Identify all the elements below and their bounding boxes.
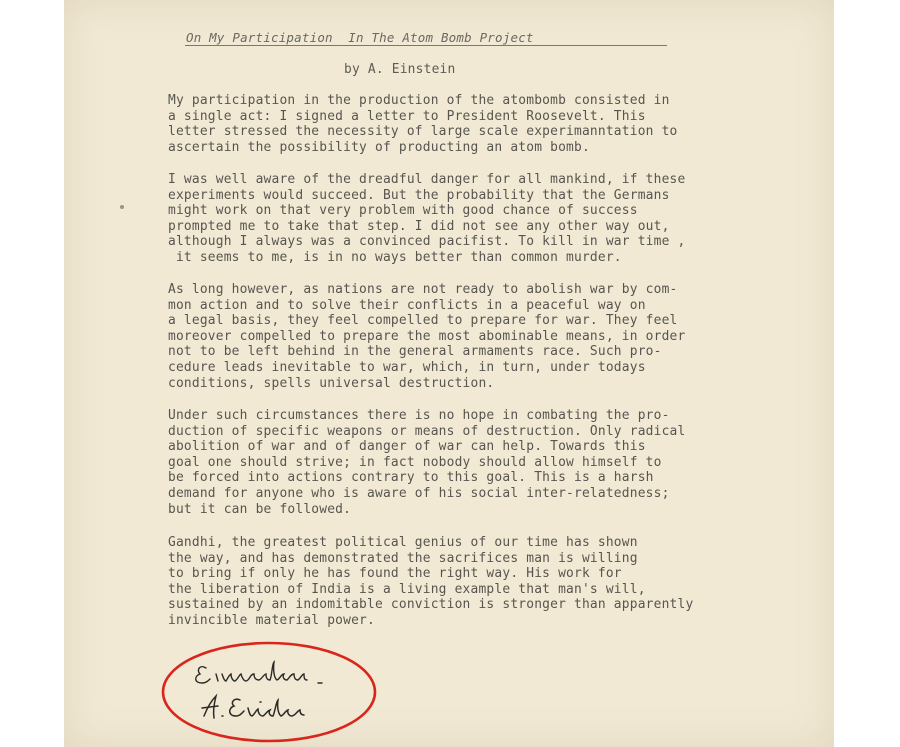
paragraph-1: My participation in the production of the atombomb consisted in a single act: I signed a letter to President Roosevelt. This letter stressed the necessity of large scale experimanntation to ascertain the possibility of producting an atom bomb. bbox=[168, 93, 678, 155]
paragraph-5: Gandhi, the greatest political genius of our time has shown the way, and has demonstrated the sacrifices man is willing to bring if only he has found the right way. His work for the liberation of India is a living example that man's will, sustained by an indomitable conviction is stronger than apparently invincible material power. bbox=[168, 535, 694, 628]
author-byline: by A. Einstein bbox=[344, 62, 456, 77]
document-title: On My Participation In The Atom Bomb Project bbox=[186, 30, 534, 45]
title-underline bbox=[185, 45, 667, 46]
ink-spot bbox=[120, 205, 124, 209]
signature-highlight-circle bbox=[163, 643, 375, 741]
paragraph-4: Under such circumstances there is no hope in combating the pro- duction of specific weapons or means of destruction. Only radical abolition of war and of danger of war can help. Towards this goal one should strive; in fact nobody should allow himself to be forced into actions contrary to this goal. This is a harsh demand for anyone who is aware of his social inter-relatedness; but it can be followed. bbox=[168, 408, 686, 517]
paragraph-3: As long however, as nations are not ready to abolish war by com- mon action and to solve their conflicts in a peaceful way on a legal basis, they feel compelled to prepare for war. They feel moreover compelled to prepare the most abominable means, in order not to be left behind in the general armaments race. Such pro- cedure leads inevitable to war, which, in turn, under todays conditions, spells universal destruction. bbox=[168, 282, 686, 391]
signature-line-2 bbox=[202, 696, 304, 718]
signature-line-1 bbox=[196, 662, 322, 683]
handwritten-signature bbox=[156, 636, 396, 746]
paragraph-2: I was well aware of the dreadful danger for all mankind, if these experiments would succeed. But the probability that the Germans might work on that very problem with good chance of success prompted me to take that step. I did not see any other way out, although I always was a convinced pacifist. To kill in war time , it seems to me, is in no ways better than common murder. bbox=[168, 172, 686, 265]
